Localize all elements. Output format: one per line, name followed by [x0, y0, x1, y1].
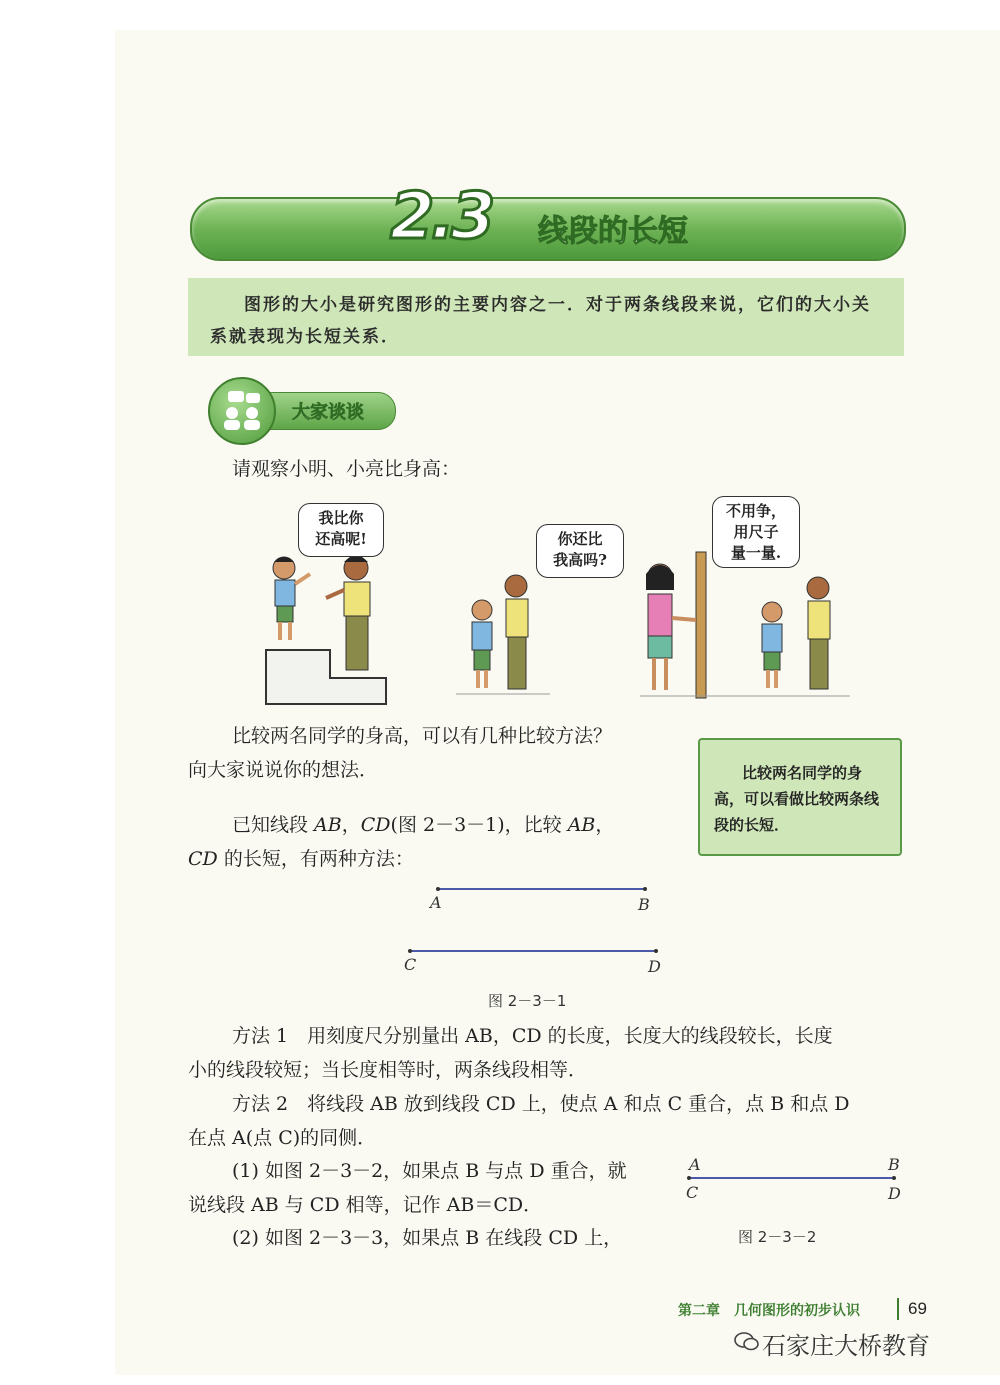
- footer-divider: [897, 1298, 899, 1320]
- method-1-line-1: 方法 1 用刻度尺分别量出 AB，CD 的长度，长度大的线段较长，长度: [232, 1025, 833, 1047]
- fig2-point-c: C: [686, 1183, 699, 1202]
- bubble-2-line-2: 我高吗?: [553, 551, 607, 569]
- case-2-line: (2) 如图 2－3－3，如果点 B 在线段 CD 上，: [232, 1227, 623, 1249]
- bubble-1-line-1: 我比你: [318, 509, 364, 527]
- point-b: B: [638, 895, 650, 914]
- question-line-2: 向大家说说你的想法．: [188, 759, 379, 781]
- side-note-text: 比较两名同学的身高，可以看做比较两条线段的长短．: [714, 764, 880, 834]
- figure-2-3-2: [686, 1170, 900, 1186]
- given-line-1: [232, 808, 614, 842]
- point-c: C: [404, 955, 417, 974]
- fig2-point-d: D: [888, 1184, 901, 1203]
- case-1-line-2: 说线段 AB 与 CD 相等，记作 AB＝CD．: [188, 1194, 543, 1216]
- given-text-2: (图 2－3－1)，比较: [390, 814, 568, 836]
- segment-cd: CD: [360, 814, 391, 836]
- bubble-3-line-1: 不用争，: [725, 502, 786, 520]
- figure-2-3-1-caption: 图 2－3－1: [488, 992, 567, 1010]
- speech-bubble-1: [298, 503, 384, 557]
- segment-ab-2: AB: [567, 814, 596, 836]
- intro-text: 图形的大小是研究图形的主要内容之一．对于两条线段来说，它们的大小关系就表现为长短关系．: [210, 295, 871, 347]
- side-note: [698, 738, 902, 856]
- case-1-line-1: (1) 如图 2－3－2，如果点 B 与点 D 重合，就: [232, 1160, 627, 1182]
- wechat-icon: [734, 1330, 760, 1352]
- given-text-1: 已知线段: [232, 814, 315, 836]
- page-number: 69: [908, 1299, 927, 1318]
- footer-chapter: 第二章 几何图形的初步认识: [678, 1303, 860, 1319]
- speech-bubble-2: [536, 524, 624, 578]
- activity-label: 大家谈谈: [292, 402, 364, 423]
- given-line-2: [188, 842, 414, 876]
- point-d: D: [648, 957, 661, 976]
- fig2-point-a: A: [689, 1155, 701, 1174]
- bubble-3-line-3: 量一量.: [730, 544, 782, 562]
- section-number: 2.3: [390, 180, 492, 254]
- bubble-1-line-2: 还高呢!: [315, 530, 367, 548]
- section-title: 线段的长短: [538, 214, 688, 249]
- figure-2-3-2-caption: 图 2－3－2: [738, 1228, 817, 1246]
- given-comma-2: ，: [595, 814, 615, 836]
- speech-bubble-3: [712, 496, 800, 568]
- observe-text: 请观察小明、小亮比身高：: [232, 458, 461, 480]
- fig2-point-b: B: [888, 1155, 900, 1174]
- segment-ab: AB: [314, 814, 342, 836]
- method-1-line-2: 小的线段较短；当长度相等时，两条线段相等．: [188, 1059, 588, 1081]
- bubble-3-line-2: 用尺子: [733, 523, 779, 541]
- bubble-2-line-1: 你还比: [557, 530, 603, 548]
- method-2-line-1: 方法 2 将线段 AB 放到线段 CD 上，使点 A 和点 C 重合，点 B 和点 D: [232, 1093, 850, 1115]
- segment-cd-2: CD: [188, 848, 218, 870]
- intro-box: [188, 278, 904, 356]
- watermark: 石家庄大桥教育: [762, 1332, 930, 1360]
- given-text-3: 的长短，有两种方法：: [217, 848, 414, 870]
- point-a: A: [430, 893, 442, 912]
- given-comma-1: ，: [341, 814, 361, 836]
- figure-2-3-1-cd: [400, 940, 670, 970]
- method-2-line-2: 在点 A(点 C)的同侧．: [188, 1127, 377, 1149]
- discussion-icon: [208, 377, 276, 445]
- question-line-1: 比较两名同学的身高，可以有几种比较方法？: [232, 725, 613, 747]
